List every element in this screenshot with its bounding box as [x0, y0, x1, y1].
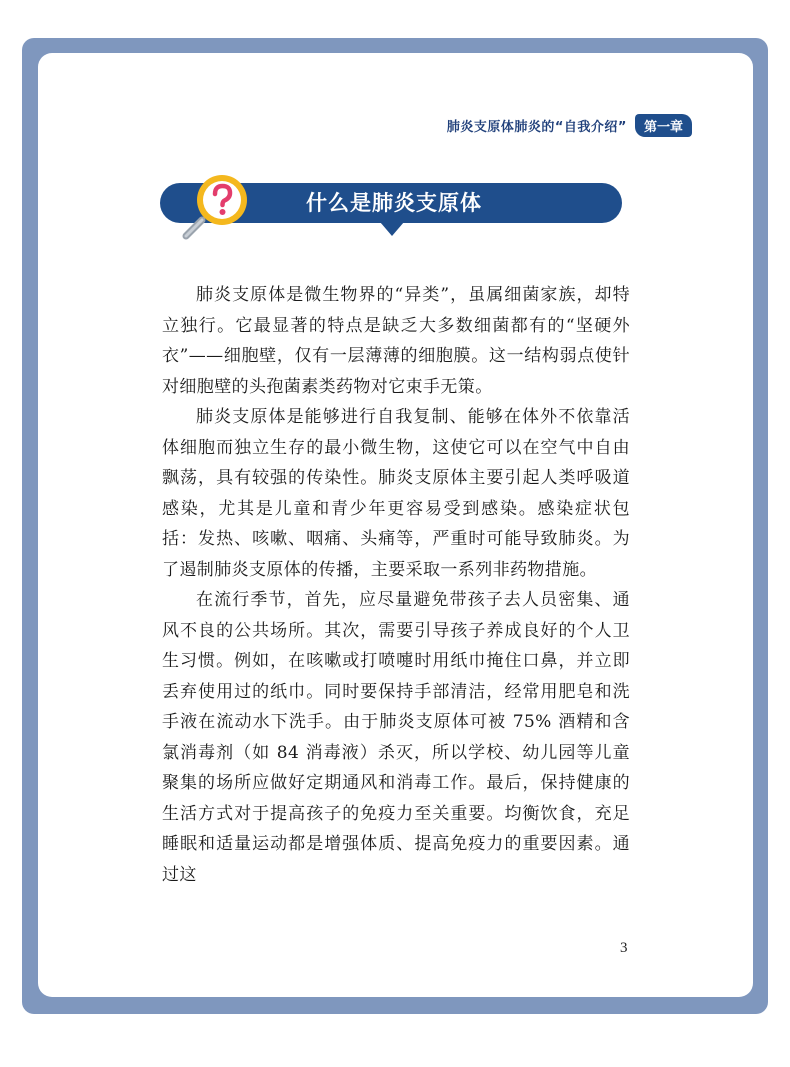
paragraph-1: 肺炎支原体是微生物界的“异类”，虽属细菌家族，却特立独行。它最显著的特点是缺乏大多数细菌都有的“坚硬外衣”——细胞壁，仅有一层薄薄的细胞膜。这一结构弱点使针对细胞壁的头孢菌素类药物对它束手无策。 — [162, 285, 630, 397]
paragraph-3: 在流行季节，首先，应尽量避免带孩子去人员密集、通风不良的公共场所。其次，需要引导孩子养成良好的个人卫生习惯。例如，在咳嗽或打喷嚏时用纸巾掩住口鼻，并立即丢弃使用过的纸巾。同时要保持手部清洁，经常用肥皂和洗手液在流动水下洗手。由于肺炎支原体可被 75% 酒精和含氯消毒剂（如 84 消毒液）杀灭，所以学校、幼儿园等儿童聚集的场所应做好定期通风和消毒工作。最后，保持健康的生活方式对于提高孩子的免疫力至关重要。均衡饮食，充足睡眠和适量运动都是增强体质、提高免疫力的重要因素。通过这 — [162, 590, 630, 885]
running-header — [447, 114, 692, 136]
question-magnifier-icon — [180, 172, 252, 244]
chapter-badge: 第一章 — [635, 114, 692, 137]
section-title: 什么是肺炎支原体 — [306, 191, 482, 215]
page-number: 3 — [620, 940, 628, 956]
running-title: 肺炎支原体肺炎的“自我介绍” — [446, 119, 627, 135]
paragraph-2: 肺炎支原体是能够进行自我复制、能够在体外不依靠活体细胞而独立生存的最小微生物，这使它可以在空气中自由飘荡，具有较强的传染性。肺炎支原体主要引起人类呼吸道感染，尤其是儿童和青少年更容易受到感染。感染症状包括：发热、咳嗽、咽痛、头痛等，严重时可能导致肺炎。为了遏制肺炎支原体的传播，主要采取一系列非药物措施。 — [162, 407, 630, 580]
banner-pointer — [380, 222, 404, 236]
body-text — [162, 280, 630, 890]
